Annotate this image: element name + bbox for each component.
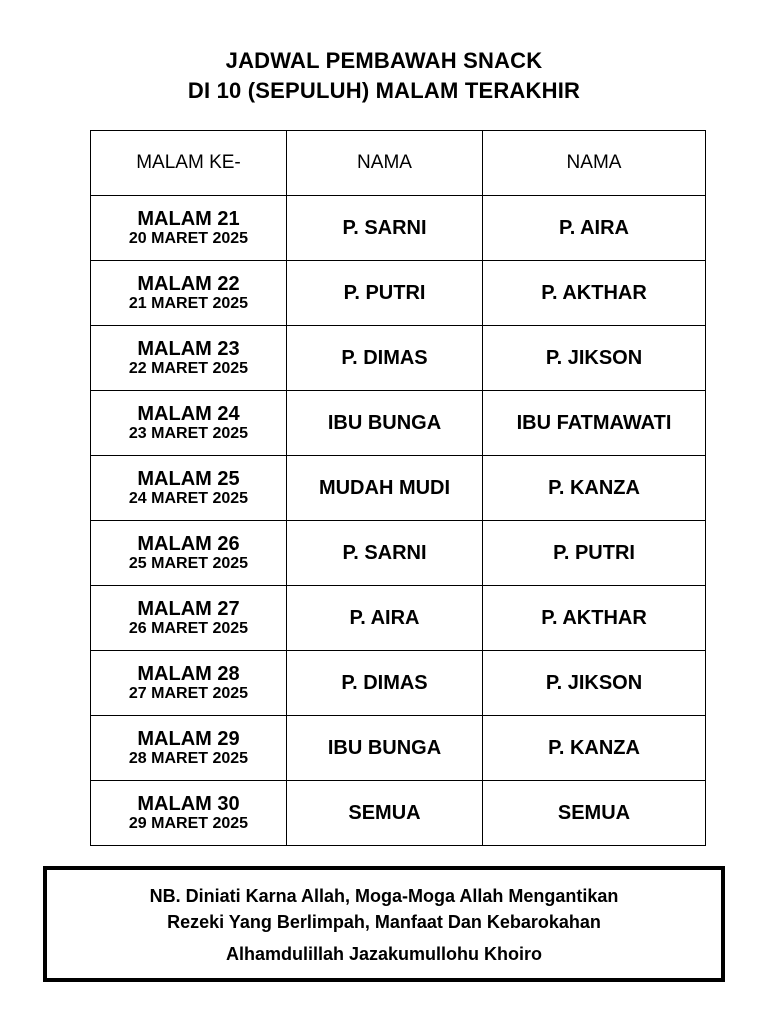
nama-cell-2: P. JIKSON (483, 651, 706, 716)
malam-label: MALAM 28 (137, 663, 240, 685)
table-row (91, 196, 706, 261)
malam-label: MALAM 26 (137, 533, 240, 555)
header-nama-1: NAMA (287, 131, 483, 196)
table-row (91, 586, 706, 651)
document-title: JADWAL PEMBAWAH SNACK (225, 48, 543, 73)
nama-cell-1: P. DIMAS (287, 326, 483, 391)
tanggal-label: 21 MARET 2025 (128, 295, 249, 312)
table-row (91, 456, 706, 521)
header-nama-2: NAMA (483, 131, 706, 196)
malam-cell (91, 651, 287, 716)
nama-cell-2: IBU FATMAWATI (483, 391, 706, 456)
malam-label: MALAM 23 (137, 338, 240, 360)
table-row (91, 716, 706, 781)
malam-label: MALAM 22 (137, 273, 240, 295)
malam-label: MALAM 27 (137, 598, 240, 620)
note-box (43, 866, 725, 982)
nama-cell-2: P. AKTHAR (483, 586, 706, 651)
nama-cell-1: P. DIMAS (287, 651, 483, 716)
malam-cell (91, 781, 287, 846)
table-row (91, 651, 706, 716)
table-row (91, 261, 706, 326)
tanggal-label: 27 MARET 2025 (128, 685, 249, 702)
malam-label: MALAM 30 (137, 793, 240, 815)
nama-cell-1: IBU BUNGA (287, 716, 483, 781)
malam-cell (91, 261, 287, 326)
nama-cell-1: SEMUA (287, 781, 483, 846)
table-row (91, 521, 706, 586)
note-line-3: Alhamdulillah Jazakumullohu Khoiro (225, 944, 543, 964)
nama-cell-2: P. AKTHAR (483, 261, 706, 326)
note-line-1: NB. Diniati Karna Allah, Moga-Moga Allah Mengantikan (149, 886, 619, 906)
malam-cell (91, 521, 287, 586)
table-row (91, 781, 706, 846)
nama-cell-1: MUDAH MUDI (287, 456, 483, 521)
malam-label: MALAM 25 (137, 468, 240, 490)
nama-cell-2: P. PUTRI (483, 521, 706, 586)
nama-cell-1: P. SARNI (287, 196, 483, 261)
nama-cell-1: P. AIRA (287, 586, 483, 651)
table-header-row (91, 131, 706, 196)
nama-cell-1: IBU BUNGA (287, 391, 483, 456)
malam-cell (91, 586, 287, 651)
tanggal-label: 26 MARET 2025 (128, 620, 249, 637)
nama-cell-2: P. KANZA (483, 456, 706, 521)
tanggal-label: 24 MARET 2025 (128, 490, 249, 507)
document-subtitle: DI 10 (SEPULUH) MALAM TERAKHIR (187, 78, 581, 103)
tanggal-label: 25 MARET 2025 (128, 555, 249, 572)
malam-label: MALAM 29 (137, 728, 240, 750)
note-line-2: Rezeki Yang Berlimpah, Manfaat Dan Kebarokahan (167, 912, 601, 932)
malam-cell (91, 456, 287, 521)
tanggal-label: 23 MARET 2025 (128, 425, 249, 442)
nama-cell-2: P. JIKSON (483, 326, 706, 391)
nama-cell-1: P. PUTRI (287, 261, 483, 326)
tanggal-label: 28 MARET 2025 (128, 750, 249, 767)
tanggal-label: 22 MARET 2025 (128, 360, 249, 377)
malam-cell (91, 196, 287, 261)
tanggal-label: 20 MARET 2025 (128, 230, 249, 247)
nama-cell-2: SEMUA (483, 781, 706, 846)
tanggal-label: 29 MARET 2025 (128, 815, 249, 832)
nama-cell-2: P. AIRA (483, 196, 706, 261)
malam-label: MALAM 24 (137, 403, 240, 425)
malam-label: MALAM 21 (137, 208, 240, 230)
malam-cell (91, 391, 287, 456)
table-row (91, 391, 706, 456)
nama-cell-1: P. SARNI (287, 521, 483, 586)
malam-cell (91, 326, 287, 391)
header-malam: MALAM KE- (91, 131, 287, 196)
malam-cell (91, 716, 287, 781)
schedule-table (90, 130, 706, 846)
table-row (91, 326, 706, 391)
nama-cell-2: P. KANZA (483, 716, 706, 781)
